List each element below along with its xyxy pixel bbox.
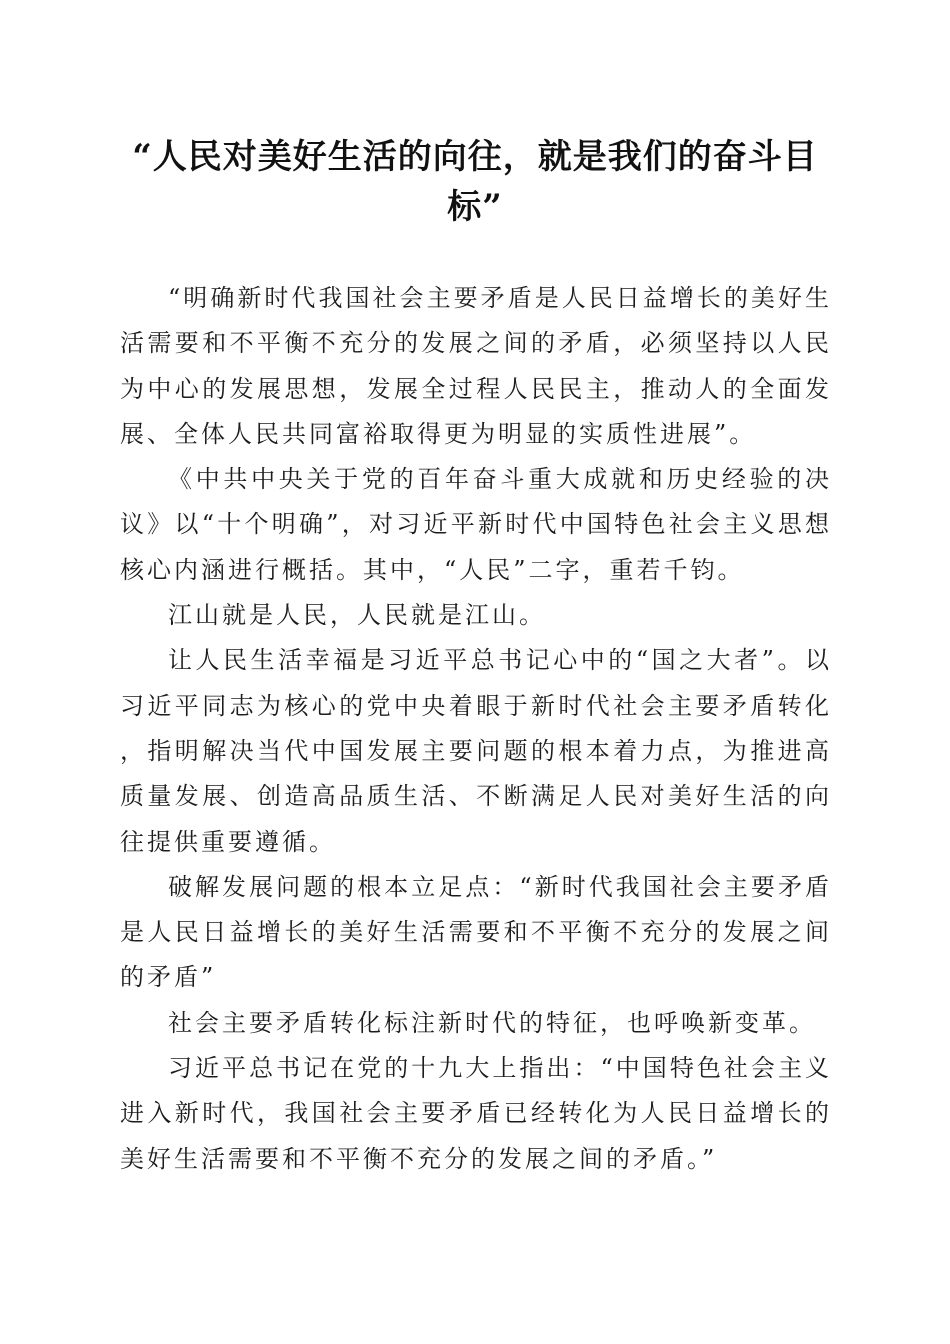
document-title: “人民对美好生活的向往，就是我们的奋斗目标” xyxy=(132,137,818,227)
document-body xyxy=(120,276,832,1182)
paragraph: 习近平总书记在党的十九大上指出：“中国特色社会主义进入新时代，我国社会主要矛盾已经转化为人民日益增长的美好生活需要和不平衡不充分的发展之间的矛盾。” xyxy=(120,1054,832,1173)
paragraph: 江山就是人民，人民就是江山。 xyxy=(168,601,546,630)
paragraph: 社会主要矛盾转化标注新时代的特征，也呼唤新变革。 xyxy=(168,1008,816,1037)
paragraph: 破解发展问题的根本立足点：“新时代我国社会主要矛盾是人民日益增长的美好生活需要和不平衡不充分的发展之间的矛盾” xyxy=(120,872,832,992)
paragraph: 《中共中央关于党的百年奋斗重大成就和历史经验的决议》以“十个明确”，对习近平新时代中国特色社会主义思想核心内涵进行概括。其中，“人民”二字，重若千钧。 xyxy=(120,465,832,584)
paragraph: “明确新时代我国社会主要矛盾是人民日益增长的美好生活需要和不平衡不充分的发展之间的矛盾，必须坚持以人民为中心的发展思想，发展全过程人民民主，推动人的全面发展、全体人民共同富裕取得更为明显的实质性进展”。 xyxy=(120,284,832,448)
paragraph: 让人民生活幸福是习近平总书记心中的“国之大者”。以习近平同志为核心的党中央着眼于新时代社会主要矛盾转化，指明解决当代中国发展主要问题的根本着力点，为推进高质量发展、创造高品质生活、不断满足人民对美好生活的向往提供重要遵循。 xyxy=(120,646,832,856)
